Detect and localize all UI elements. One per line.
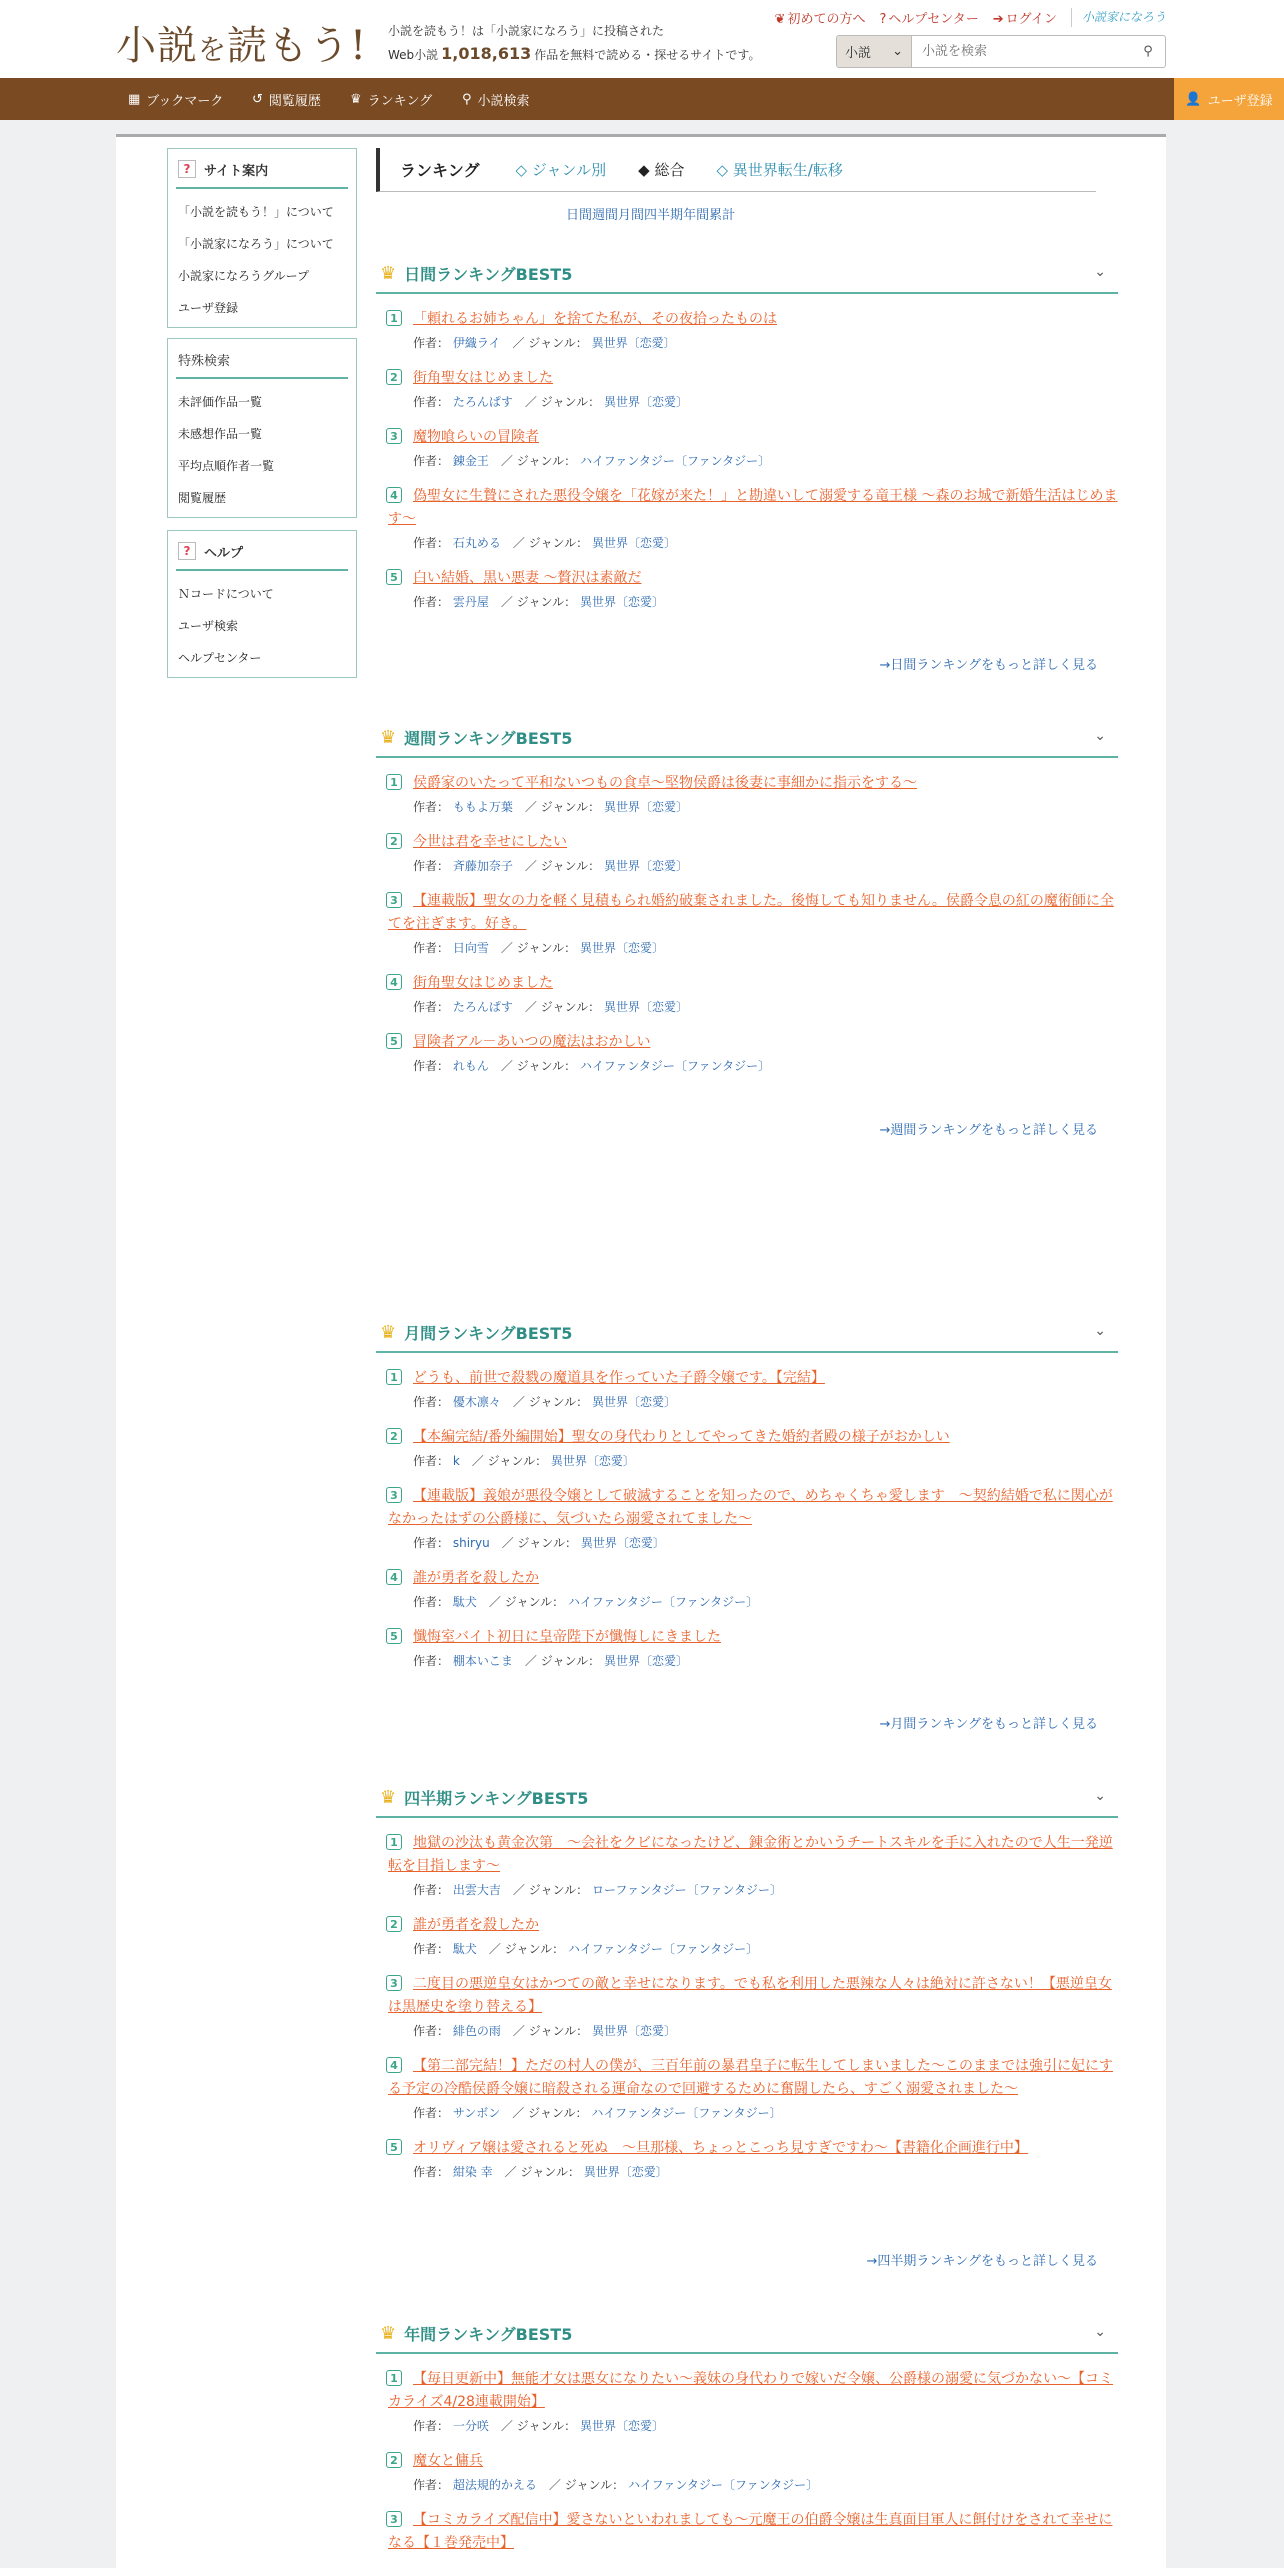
period-daily[interactable]: 日間 <box>566 208 593 223</box>
main-nav <box>0 78 1284 120</box>
novel-title-link[interactable]: 二度目の悪逆皇女はかつての敵と幸せになります。でも私を利用した悪辣な人々は絶対に許さない！【悪逆皇女は黒歴史を塗り替える】 <box>388 1976 1112 2015</box>
tab-overall[interactable]: ◆ 総合 <box>638 161 685 179</box>
author-link[interactable]: 駄犬 <box>452 1942 477 1956</box>
list-item <box>376 2368 1118 2436</box>
author-link[interactable]: 斉藤加奈子 <box>452 859 513 873</box>
genre-link[interactable]: ハイファンタジー〔ファンタジー〕 <box>591 2106 782 2120</box>
genre-label: ジャンル： <box>516 2419 577 2433</box>
genre-label: ジャンル： <box>528 336 588 350</box>
rank-number: 5 <box>386 1033 402 1049</box>
tab-genre[interactable]: ◇ ジャンル別 <box>515 161 607 179</box>
rank-number: 4 <box>386 1569 402 1585</box>
more-ranking-link[interactable]: →週間ランキングをもっと詳しく見る <box>879 1123 1098 1138</box>
genre-label: ジャンル： <box>504 1595 565 1609</box>
list-item <box>376 2055 1118 2123</box>
genre-link[interactable]: 異世界〔恋愛〕 <box>580 1536 665 1550</box>
author-label: 作者： <box>413 2419 450 2433</box>
author-link[interactable]: 伊織ライ <box>452 336 501 350</box>
genre-label: ジャンル： <box>540 800 601 814</box>
question-circle-icon: ? <box>879 12 887 27</box>
novel-title-link[interactable]: 誰が勇者を殺したか <box>413 1917 539 1933</box>
grid-icon: ▦ <box>128 91 141 107</box>
section-header[interactable] <box>376 2314 1118 2354</box>
genre-label: ジャンル： <box>516 454 577 468</box>
help-title-text: ヘルプ <box>204 545 244 561</box>
chevron-down-icon[interactable]: ⌄ <box>1094 264 1106 280</box>
novel-title-link[interactable]: 懺悔室バイト初日に皇帝陛下が懺悔しにきました <box>413 1629 721 1645</box>
sidebar-item-user-search[interactable]: ユーザ検索 <box>178 618 239 633</box>
novel-title-link[interactable]: 【毎日更新中】無能才女は悪女になりたい～義妹の身代わりで嫁いだ令嬢、公爵様の溺愛に気づかない～【コミカライズ4/28連載開始】 <box>388 2371 1113 2410</box>
novel-title-link[interactable]: 【コミカライズ配信中】愛さないといわれましても～元魔王の伯爵令嬢は生真面目軍人に餌付けをされて幸せになる【１巻発売中】 <box>388 2512 1113 2551</box>
novel-meta: 作者： 日向雪 ／ ジャンル： 異世界〔恋愛〕 <box>413 941 664 955</box>
author-label: 作者： <box>413 336 450 350</box>
tagline: 小説を読もう！は「小説家になろう」に投稿された <box>388 24 665 38</box>
rank-number: 1 <box>386 1369 402 1385</box>
rank-number: 3 <box>386 1487 402 1503</box>
list-item <box>376 772 1118 817</box>
login-link-label: ログイン <box>1005 12 1057 27</box>
sidebar-help <box>167 530 357 678</box>
author-link[interactable]: 一分咲 <box>452 2419 489 2433</box>
special-search-title: 特殊検索 <box>168 339 356 379</box>
novel-meta: 作者： 棚本いこま ／ ジャンル： 異世界〔恋愛〕 <box>413 1654 688 1668</box>
period-weekly[interactable]: 週間 <box>592 208 619 223</box>
author-label: 作者： <box>413 1000 450 1014</box>
help-center-link-label: ヘルプセンター <box>888 12 979 27</box>
genre-link[interactable]: 異世界〔恋愛〕 <box>603 1000 688 1014</box>
tagline-prefix: Web小説 <box>388 48 439 62</box>
novel-meta: 作者： 優木凛々 ／ ジャンル： 異世界〔恋愛〕 <box>413 1395 676 1409</box>
list-item <box>376 485 1118 553</box>
novel-meta: 作者： 駄犬 ／ ジャンル： ハイファンタジー〔ファンタジー〕 <box>413 1595 759 1609</box>
genre-link[interactable]: ハイファンタジー〔ファンタジー〕 <box>579 454 771 468</box>
sidebar-item-group[interactable]: 小説家になろうグループ <box>178 268 310 283</box>
period-monthly[interactable]: 月間 <box>618 208 645 223</box>
rank-number: 3 <box>386 428 402 444</box>
novel-meta: 作者： 駄犬 ／ ジャンル： ハイファンタジー〔ファンタジー〕 <box>413 1942 759 1956</box>
period-total[interactable]: 累計 <box>709 208 736 223</box>
list-item <box>376 367 1118 412</box>
rank-number: 3 <box>386 2511 402 2527</box>
list-item <box>376 426 1118 471</box>
genre-label: ジャンル： <box>540 859 601 873</box>
novel-meta: 作者： ももよ万葉 ／ ジャンル： 異世界〔恋愛〕 <box>413 800 688 814</box>
novel-title-link[interactable]: 白い結婚、黒い悪妻 〜贅沢は素敵だ <box>413 570 642 586</box>
site-header <box>0 0 1284 78</box>
list-item <box>376 1973 1118 2041</box>
novel-title-link[interactable]: 今世は君を幸せにしたい <box>413 834 567 850</box>
author-link[interactable]: たろんぱす <box>452 395 513 409</box>
rank-number: 1 <box>386 2370 402 2386</box>
search-type-select[interactable] <box>837 36 912 67</box>
novel-meta: 作者： k ／ ジャンル： 異世界〔恋愛〕 <box>413 1454 635 1468</box>
rank-number: 4 <box>386 2057 402 2073</box>
chevron-down-icon: ⌄ <box>892 44 903 59</box>
logo-main: 小説 <box>116 23 198 69</box>
beginner-mark-icon: ❦ <box>774 12 786 27</box>
author-label: 作者： <box>413 595 450 609</box>
genre-link[interactable]: 異世界〔恋愛〕 <box>603 395 688 409</box>
list-item <box>376 972 1118 1017</box>
author-label: 作者： <box>413 1536 450 1550</box>
list-item <box>376 2509 1118 2555</box>
author-label: 作者： <box>413 1654 450 1668</box>
genre-label: ジャンル： <box>528 536 589 550</box>
rank-number: 4 <box>386 974 402 990</box>
rank-number: 2 <box>386 1428 402 1444</box>
novel-title-link[interactable]: 地獄の沙汰も黄金次第 ～会社をクビになったけど、錬金術とかいうチートスキルを手に入れたので人生一発逆転を目指します～ <box>388 1835 1113 1874</box>
section-header[interactable] <box>376 1778 1118 1818</box>
author-label: 作者： <box>413 1454 450 1468</box>
list-item <box>376 1485 1118 1553</box>
author-label: 作者： <box>413 859 450 873</box>
list-item <box>376 1031 1118 1076</box>
site-guide-title <box>168 149 356 189</box>
genre-label: ジャンル： <box>487 1454 548 1468</box>
novel-title-link[interactable]: 【第二部完結！】ただの村人の僕が、三百年前の暴君皇子に転生してしまいました～このままでは強引に妃にする予定の冷酷侯爵令嬢に暗殺される運命なので回避するために奮闘したら、すごく溺愛されました～ <box>388 2058 1113 2097</box>
genre-label: ジャンル： <box>517 1536 577 1550</box>
beginners-link[interactable] <box>775 8 866 27</box>
tagline-count <box>388 44 760 63</box>
genre-label: ジャンル： <box>516 1059 577 1073</box>
author-link[interactable]: 駄犬 <box>452 1595 477 1609</box>
author-link[interactable]: 棚本いこま <box>452 1654 513 1668</box>
period-links <box>566 204 735 223</box>
ranking-section <box>376 718 1118 1076</box>
ranking-section <box>376 1778 1118 2182</box>
ranking-header <box>376 148 1096 192</box>
genre-label: ジャンル： <box>564 2478 625 2492</box>
list-item <box>376 1832 1118 1900</box>
ranking-section <box>376 2314 1118 2555</box>
author-link[interactable]: 優木凛々 <box>452 1395 501 1409</box>
novel-title-link[interactable]: 街角聖女はじめました <box>413 975 553 991</box>
genre-link[interactable]: 異世界〔恋愛〕 <box>591 1395 676 1409</box>
novel-meta: 作者： サンボン ／ ジャンル： ハイファンタジー〔ファンタジー〕 <box>413 2106 782 2120</box>
genre-label: ジャンル： <box>540 1654 601 1668</box>
author-label: 作者： <box>413 1059 450 1073</box>
novel-meta: 作者： 雲丹屋 ／ ジャンル： 異世界〔恋愛〕 <box>413 595 664 609</box>
novel-title-link[interactable]: 魔女と傭兵 <box>413 2453 483 2469</box>
novel-meta: 作者： れもん ／ ジャンル： ハイファンタジー〔ファンタジー〕 <box>413 1059 771 1073</box>
tagline-suffix: 作品を無料で読める・探せるサイトです。 <box>534 48 761 62</box>
author-label: 作者： <box>413 1942 450 1956</box>
author-label: 作者： <box>413 454 450 468</box>
work-count: 1,018,613 <box>441 44 532 63</box>
section-title: 四半期ランキングBEST5 <box>404 1788 589 1808</box>
novel-title-link[interactable]: オリヴィア嬢は愛されると死ぬ ～旦那様、ちょっとこっち見すぎですわ～【書籍化企画進行中】 <box>413 2140 1028 2156</box>
rank-number: 1 <box>386 774 402 790</box>
nav-ranking[interactable] <box>350 78 432 120</box>
list-item <box>376 2137 1118 2182</box>
author-label: 作者： <box>413 800 450 814</box>
author-label: 作者： <box>413 2024 450 2038</box>
rank-number: 5 <box>386 569 402 585</box>
search-bar <box>836 35 1166 68</box>
rank-number: 5 <box>386 1628 402 1644</box>
author-label: 作者： <box>413 1395 450 1409</box>
rank-number: 2 <box>386 369 402 385</box>
nav-history[interactable] <box>252 78 321 120</box>
search-icon: ⚲ <box>462 91 472 107</box>
sidebar-special-search <box>167 338 357 518</box>
novel-title-link[interactable]: どうも、前世で殺戮の魔道具を作っていた子爵令嬢です。【完結】 <box>413 1370 825 1386</box>
genre-link[interactable]: 異世界〔恋愛〕 <box>579 595 664 609</box>
ranking-title: ランキング <box>400 161 480 180</box>
nav-ranking-label: ランキング <box>367 93 433 109</box>
author-link[interactable]: 超法規的かえる <box>452 2478 537 2492</box>
logo-small: を <box>198 33 228 66</box>
ranking-section <box>376 254 1118 612</box>
list-item <box>376 890 1118 958</box>
site-guide-title-text: サイト案内 <box>204 163 269 179</box>
list-item <box>376 1426 1118 1471</box>
chevron-down-icon[interactable]: ⌄ <box>1094 1788 1106 1804</box>
section-header[interactable] <box>376 1313 1118 1353</box>
genre-link[interactable]: ローファンタジー〔ファンタジー〕 <box>591 1883 782 1897</box>
novel-title-link[interactable]: 侯爵家のいたって平和ないつもの食卓～堅物侯爵は後妻に事細かに指示をする～ <box>413 775 917 791</box>
genre-label: ジャンル： <box>528 1395 589 1409</box>
author-link[interactable]: 石丸める <box>452 536 501 550</box>
rank-number: 2 <box>386 2452 402 2468</box>
sidebar-item-about-yomou[interactable]: 「小説を読もう！」について <box>178 204 334 219</box>
register-button[interactable] <box>1174 78 1284 120</box>
author-label: 作者： <box>413 1883 450 1897</box>
genre-link[interactable]: 異世界〔恋愛〕 <box>591 2024 676 2038</box>
chevron-down-icon[interactable]: ⌄ <box>1094 728 1106 744</box>
logo-tail: 読もう! <box>227 23 368 69</box>
rank-number: 4 <box>386 487 402 503</box>
novel-meta: 作者： 紺染 幸 ／ ジャンル： 異世界〔恋愛〕 <box>413 2165 668 2179</box>
novel-title-link[interactable]: 誰が勇者を殺したか <box>413 1570 539 1586</box>
genre-label: ジャンル： <box>528 1883 589 1897</box>
site-logo[interactable] <box>116 14 367 71</box>
genre-link[interactable]: 異世界〔恋愛〕 <box>591 336 676 350</box>
list-item <box>376 567 1118 612</box>
section-title: 日間ランキングBEST5 <box>404 264 573 284</box>
author-link[interactable]: たろんぱす <box>452 1000 513 1014</box>
novel-title-link[interactable]: 魔物喰らいの冒険者 <box>413 429 539 445</box>
period-yearly[interactable]: 年間 <box>683 208 710 223</box>
novel-title-link[interactable]: 「頼れるお姉ちゃん」を捨てた私が、その夜拾ったものは <box>413 311 777 327</box>
beginners-link-label: 初めての方へ <box>787 12 866 27</box>
list-item <box>376 308 1118 353</box>
author-label: 作者： <box>413 2106 450 2120</box>
nav-search-label: 小説検索 <box>477 93 530 109</box>
author-link[interactable]: k <box>452 1454 460 1468</box>
novel-meta: 作者： 石丸める ／ ジャンル： 異世界〔恋愛〕 <box>413 536 676 550</box>
novel-title-link[interactable]: 【連載版】義娘が悪役令嬢として破滅することを知ったので、めちゃくちゃ愛します ～契約結婚で私に関心がなかったはずの公爵様に、気づいたら溺愛されてました～ <box>388 1488 1113 1527</box>
genre-link[interactable]: 異世界〔恋愛〕 <box>579 941 664 955</box>
search-button[interactable] <box>1131 36 1165 67</box>
crown-icon: ♛ <box>380 726 397 748</box>
login-link[interactable] <box>993 8 1057 27</box>
top-links <box>775 8 1166 27</box>
crown-icon: ♛ <box>380 1786 397 1808</box>
author-link[interactable]: サンボン <box>452 2106 501 2120</box>
history-icon: ↺ <box>252 91 263 107</box>
list-item <box>376 1567 1118 1612</box>
genre-label: ジャンル： <box>516 595 577 609</box>
help-title <box>168 531 356 571</box>
author-label: 作者： <box>413 941 450 955</box>
genre-link[interactable]: ハイファンタジー〔ファンタジー〕 <box>579 1059 771 1073</box>
author-link[interactable]: 出雲大吉 <box>452 1883 501 1897</box>
author-link[interactable]: 雲丹屋 <box>452 595 489 609</box>
novel-meta: 作者： たろんぱす ／ ジャンル： 異世界〔恋愛〕 <box>413 1000 688 1014</box>
genre-link[interactable]: 異世界〔恋愛〕 <box>579 2419 664 2433</box>
author-link[interactable]: ももよ万葉 <box>452 800 513 814</box>
rank-number: 2 <box>386 1916 402 1932</box>
sidebar-item-avg-author[interactable]: 平均点順作者一覧 <box>178 458 275 473</box>
question-icon: ? <box>178 160 196 178</box>
section-title: 年間ランキングBEST5 <box>404 2324 573 2344</box>
crown-icon: ♛ <box>380 2322 397 2344</box>
list-item <box>376 2450 1118 2495</box>
tab-isekai[interactable]: ◇ 異世界転生/転移 <box>716 161 843 179</box>
search-type-value: 小説 <box>845 46 872 61</box>
section-header[interactable] <box>376 718 1118 758</box>
novel-title-link[interactable]: 【本編完結/番外編開始】聖女の身代わりとしてやってきた婚約者殿の様子がおかしい <box>413 1429 950 1445</box>
novel-meta: 作者： たろんぱす ／ ジャンル： 異世界〔恋愛〕 <box>413 395 688 409</box>
crown-icon: ♛ <box>380 262 397 284</box>
author-label: 作者： <box>413 2165 450 2179</box>
genre-label: ジャンル： <box>520 2165 580 2179</box>
genre-link[interactable]: 異世界〔恋愛〕 <box>603 1654 688 1668</box>
crown-icon: ♛ <box>350 91 362 107</box>
genre-link[interactable]: 異世界〔恋愛〕 <box>591 536 676 550</box>
nav-bookmark-label: ブックマーク <box>146 93 224 109</box>
sidebar-site-guide <box>167 148 357 328</box>
novel-meta: 作者： 超法規的かえる ／ ジャンル： ハイファンタジー〔ファンタジー〕 <box>413 2478 819 2492</box>
author-label: 作者： <box>413 2478 450 2492</box>
novel-title-link[interactable]: 【連載版】聖女の力を軽く見積もられ婚約破棄されました。後悔しても知りません。侯爵令息の紅の魔術師に全てを注ぎます。好き。 <box>388 893 1114 932</box>
chevron-down-icon[interactable]: ⌄ <box>1094 1323 1106 1339</box>
crown-icon: ♛ <box>380 1321 397 1343</box>
sidebar-item-history[interactable]: 閲覧履歴 <box>178 490 227 505</box>
author-link[interactable]: shiryu <box>452 1536 490 1550</box>
section-title: 週間ランキングBEST5 <box>404 728 573 748</box>
genre-link[interactable]: ハイファンタジー〔ファンタジー〕 <box>567 1942 759 1956</box>
genre-label: ジャンル： <box>516 941 577 955</box>
genre-label: ジャンル： <box>504 1942 565 1956</box>
author-label: 作者： <box>413 1595 450 1609</box>
novel-meta: 作者： 伊織ライ ／ ジャンル： 異世界〔恋愛〕 <box>413 336 676 350</box>
list-item <box>376 1914 1118 1959</box>
author-link[interactable]: 日向雪 <box>452 941 489 955</box>
rank-number: 5 <box>386 2139 402 2155</box>
novel-meta: 作者： 一分咲 ／ ジャンル： 異世界〔恋愛〕 <box>413 2419 664 2433</box>
search-input[interactable] <box>912 36 1131 67</box>
sidebar-item-register[interactable]: ユーザ登録 <box>178 300 239 315</box>
ranking-section <box>376 1313 1118 1671</box>
nav-search[interactable] <box>462 78 530 120</box>
author-label: 作者： <box>413 395 450 409</box>
rank-number: 1 <box>386 310 402 326</box>
sign-in-icon: ➔ <box>992 12 1004 27</box>
sidebar-item-unrated[interactable]: 未評価作品一覧 <box>178 394 263 409</box>
genre-link[interactable]: 異世界〔恋愛〕 <box>603 859 688 873</box>
novel-meta: 作者： 緋色の雨 ／ ジャンル： 異世界〔恋愛〕 <box>413 2024 676 2038</box>
novel-meta: 作者： 出雲大吉 ／ ジャンル： ローファンタジー〔ファンタジー〕 <box>413 1883 782 1897</box>
period-quarterly[interactable]: 四半期 <box>644 208 684 223</box>
nav-history-label: 閲覧履歴 <box>268 93 321 109</box>
list-item <box>376 1367 1118 1412</box>
list-item <box>376 1626 1118 1671</box>
novel-meta: 作者： shiryu ／ ジャンル： 異世界〔恋愛〕 <box>413 1536 665 1550</box>
author-label: 作者： <box>413 536 450 550</box>
more-ranking-link[interactable]: →日間ランキングをもっと詳しく見る <box>879 658 1098 673</box>
novel-meta: 作者： 錬金王 ／ ジャンル： ハイファンタジー〔ファンタジー〕 <box>413 454 771 468</box>
genre-link[interactable]: 異世界〔恋愛〕 <box>550 1454 635 1468</box>
novel-meta: 作者： 斉藤加奈子 ／ ジャンル： 異世界〔恋愛〕 <box>413 859 688 873</box>
novel-title-link[interactable]: 冒険者アル－あいつの魔法はおかしい <box>413 1034 651 1050</box>
rank-number: 3 <box>386 892 402 908</box>
question-icon: ? <box>178 542 196 560</box>
more-ranking-link[interactable]: →四半期ランキングをもっと詳しく見る <box>866 2254 1098 2269</box>
section-title: 月間ランキングBEST5 <box>404 1323 573 1343</box>
genre-label: ジャンル： <box>528 2024 589 2038</box>
narou-brand-link[interactable]: 小説家になろう <box>1071 8 1166 27</box>
genre-link[interactable]: ハイファンタジー〔ファンタジー〕 <box>567 1595 759 1609</box>
rank-number: 2 <box>386 833 402 849</box>
sidebar-item-help-center[interactable]: ヘルプセンター <box>178 650 262 665</box>
genre-link[interactable]: ハイファンタジー〔ファンタジー〕 <box>627 2478 819 2492</box>
novel-title-link[interactable]: 偽聖女に生贄にされた悪役令嬢を「花嫁が来た！」と勘違いして溺愛する竜王様 〜森のお城で新婚生活はじめます〜 <box>388 488 1118 527</box>
author-link[interactable]: 錬金王 <box>452 454 489 468</box>
search-icon: ⚲ <box>1143 44 1153 59</box>
author-link[interactable]: れもん <box>452 1059 489 1073</box>
novel-title-link[interactable]: 街角聖女はじめました <box>413 370 553 386</box>
genre-label: ジャンル： <box>528 2106 588 2120</box>
section-header[interactable] <box>376 254 1118 294</box>
rank-number: 3 <box>386 1975 402 1991</box>
genre-link[interactable]: 異世界〔恋愛〕 <box>603 800 688 814</box>
rank-number: 1 <box>386 1834 402 1850</box>
author-link[interactable]: 緋色の雨 <box>452 2024 501 2038</box>
genre-label: ジャンル： <box>540 395 601 409</box>
register-label: ユーザ登録 <box>1207 93 1273 109</box>
author-link[interactable]: 紺染 幸 <box>452 2165 493 2179</box>
chevron-down-icon[interactable]: ⌄ <box>1094 2324 1106 2340</box>
sidebar-item-ncode[interactable]: Ｎコードについて <box>178 586 274 601</box>
sidebar-item-about-narou[interactable]: 「小説家になろう」について <box>178 236 334 251</box>
list-item <box>376 831 1118 876</box>
help-center-link[interactable] <box>879 8 978 27</box>
genre-link[interactable]: 異世界〔恋愛〕 <box>583 2165 668 2179</box>
more-ranking-link[interactable]: →月間ランキングをもっと詳しく見る <box>879 1717 1098 1732</box>
user-icon: 👤 <box>1185 91 1202 107</box>
nav-bookmark[interactable] <box>128 78 223 120</box>
genre-label: ジャンル： <box>540 1000 601 1014</box>
sidebar-item-no-review[interactable]: 未感想作品一覧 <box>178 426 263 441</box>
